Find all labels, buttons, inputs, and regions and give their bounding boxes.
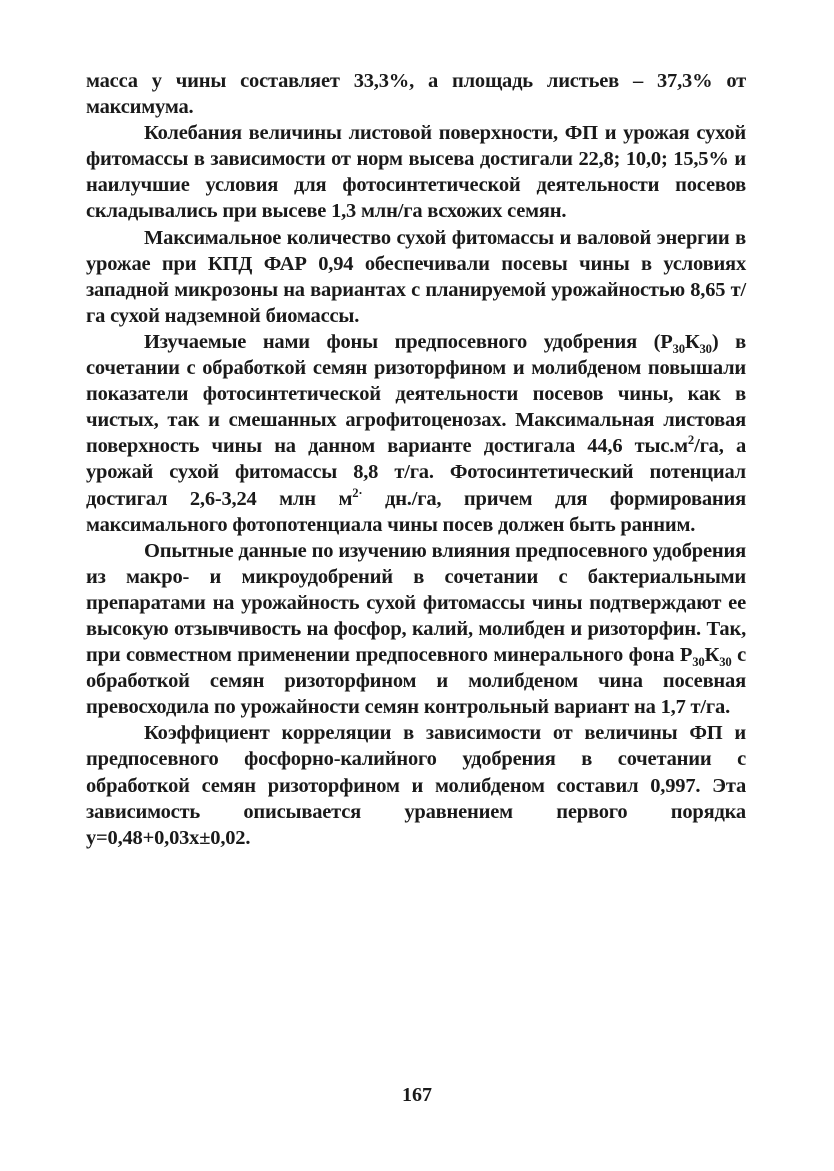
p5-text-3: с обработкой семян ризоторфином и молибденом чина посевная превосходила по урожайности семян контрольный вариант на 1,7 т/га. [86,644,746,719]
paragraph-4 [86,329,746,538]
p5-subscript-2: 30 [719,655,732,670]
p4-subscript-1: 30 [672,342,685,357]
p4-subscript-2: 30 [699,342,712,357]
p4-text-1: Изучаемые нами фоны предпосевного удобрения (Р [144,330,673,353]
p4-text-4: /га, а урожай сухой фитомассы 8,8 т/га. Фотосинтетический потенциал достигал 2,6-3,24 млн м [86,435,746,510]
body-text [86,68,746,851]
p4-text-5: дн./га, причем для формирования максимального фотопотенциала чины посев должен быть ранним. [86,487,746,536]
p5-text-2: К [704,644,720,667]
paragraph-3: Максимальное количество сухой фитомассы и валовой энергии в урожае при КПД ФАР 0,94 обеспечивали посевы чины в условиях западной микрозоны на вариантах с планируемой урожайностью 8,65 т/га сухой надземной биомассы. [86,226,746,327]
paragraph-2: Колебания величины листовой поверхности, ФП и урожая сухой фитомассы в зависимости от норм высева достигали 22,8; 10,0; 15,5% и наилучшие условия для фотосинтетической деятельности посевов складывались при высеве 1,3 млн/га всхожих семян. [86,122,746,223]
paragraph-6: Коэффициент корреляции в зависимости от величины ФП и предпосевного фосфорно-калийного удобрения в сочетании с обработкой семян ризоторфином и молибденом составил 0,997. Эта зависимость описывается уравнением первого порядка у=0,48+0,03х±0,02. [86,722,746,849]
paragraph-5 [86,538,746,721]
paragraph-1: масса у чины составляет 33,3%, а площадь листьев – 37,3% от максимума. [86,70,746,119]
page-number: 167 [402,1084,432,1106]
p4-text-2: К [684,330,700,353]
p5-subscript-1: 30 [692,655,705,670]
p4-superscript-2: 2· [352,485,363,500]
p5-text-1: Опытные данные по изучению влияния предпосевного удобрения из макро- и микроудобрений в сочетании с бактериальными препаратами на урожайность сухой фитомассы чины подтверждают ее высокую отзывчивость на фосфор, калий, молибден и ризоторфин. Так, при совместном применении предпосевного минерального фона Р [86,539,746,667]
p4-text-3: ) в сочетании с обработкой семян ризоторфином и молибденом повышали показатели фотосинтетической деятельности посевов чины, как в чистых, так и смешанных агрофитоценозах. Максимальная листовая поверхность чины на данном варианте достигала 44,6 тыс.м [86,330,746,458]
p4-superscript-1: 2 [687,433,695,448]
